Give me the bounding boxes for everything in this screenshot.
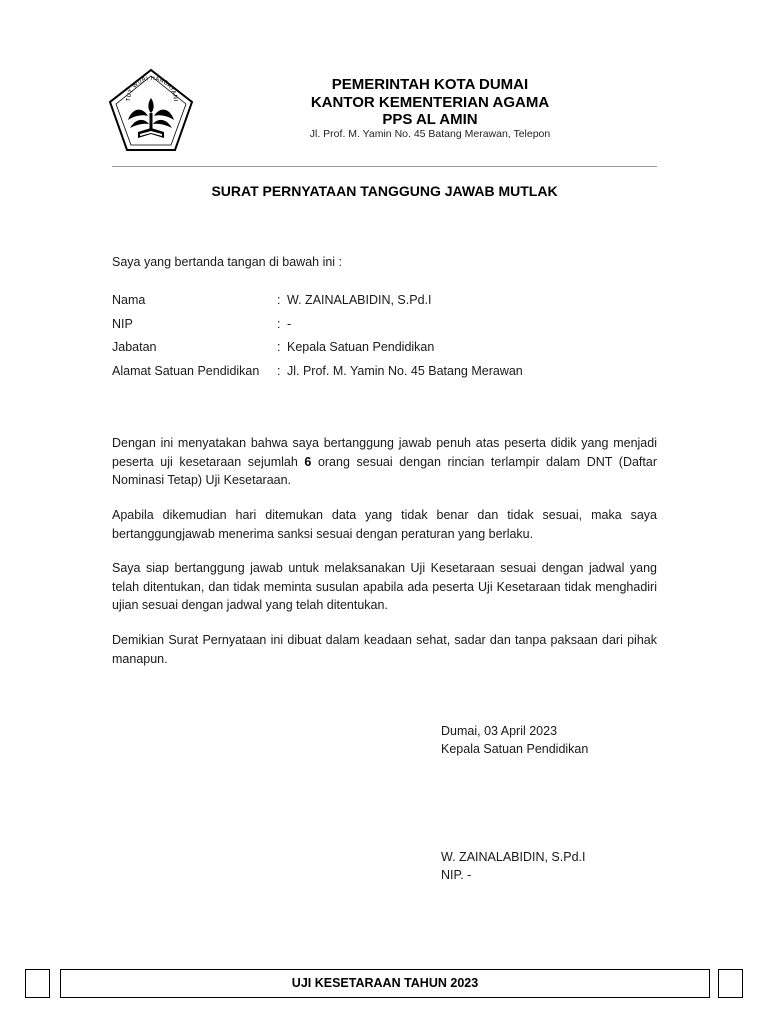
field-colon: :	[277, 364, 281, 378]
field-value-alamat: Jl. Prof. M. Yamin No. 45 Batang Merawan	[287, 364, 523, 378]
statement-paragraph-2: Apabila dikemudian hari ditemukan data yang tidak benar dan tidak sesuai, maka saya bertanggungjawab menerima sanksi sesuai dengan peraturan yang berlaku.	[112, 508, 657, 541]
field-colon: :	[277, 293, 281, 307]
field-label-jabatan: Jabatan	[112, 340, 157, 354]
footer-left-box	[25, 969, 50, 998]
statement-paragraph-3: Saya siap bertanggung jawab untuk melaksanakan Uji Kesetaraan sesuai dengan jadwal yang telah ditentukan, dan tidak meminta susulan apabila ada peserta Uji Kesetaraan tidak menghadiri ujian sesuai dengan jadwal yang telah ditentukan.	[112, 561, 657, 612]
letterhead-address: Jl. Prof. M. Yamin No. 45 Batang Merawan, Telepon	[309, 128, 551, 140]
paragraph-1-text-start: Dengan ini menyatakan bahwa saya bertanggung jawab penuh atas peserta didik yang menjadi peserta uji kesetaraan sejumlah	[112, 436, 657, 469]
letterhead-line-3: PPS AL AMIN	[382, 111, 478, 128]
participant-count: 6	[304, 454, 312, 469]
header-divider	[112, 166, 657, 167]
field-value-nama: W. ZAINALABIDIN, S.Pd.I	[287, 293, 432, 307]
signature-nip: NIP. -	[441, 868, 472, 882]
closing-paragraph: Demikian Surat Pernyataan ini dibuat dalam keadaan sehat, sadar dan tanpa paksaan dari pihak manapun.	[112, 633, 657, 666]
field-colon: :	[277, 317, 281, 331]
footer-label: UJI KESETARAAN TAHUN 2023	[291, 976, 479, 990]
intro-text: Saya yang bertanda tangan di bawah ini :	[112, 255, 343, 269]
tut-wuri-handayani-logo	[108, 68, 194, 152]
signature-name: W. ZAINALABIDIN, S.Pd.I	[441, 850, 586, 864]
logo-motto: TUT WURI HANDAYANI	[125, 75, 179, 102]
field-label-nama: Nama	[112, 293, 146, 307]
field-value-nip: -	[287, 317, 292, 331]
signature-place-date: Dumai, 03 April 2023	[441, 724, 558, 738]
statement-paragraph-1	[112, 434, 657, 490]
field-label-alamat: Alamat Satuan Pendidikan	[112, 364, 260, 378]
paragraph-1-text-end: orang sesuai dengan rincian terlampir dalam DNT (Daftar Nominasi Tetap) Uji Kesetaraan.	[112, 454, 657, 487]
document-title: SURAT PERNYATAAN TANGGUNG JAWAB MUTLAK	[211, 183, 558, 199]
field-colon: :	[277, 340, 281, 354]
footer-right-box	[718, 969, 743, 998]
field-label-nip: NIP	[112, 317, 133, 331]
signature-position: Kepala Satuan Pendidikan	[441, 742, 589, 756]
letterhead-line-1: PEMERINTAH KOTA DUMAI	[331, 76, 529, 93]
field-value-jabatan: Kepala Satuan Pendidikan	[287, 340, 435, 354]
letterhead-line-2: KANTOR KEMENTERIAN AGAMA	[310, 94, 550, 111]
